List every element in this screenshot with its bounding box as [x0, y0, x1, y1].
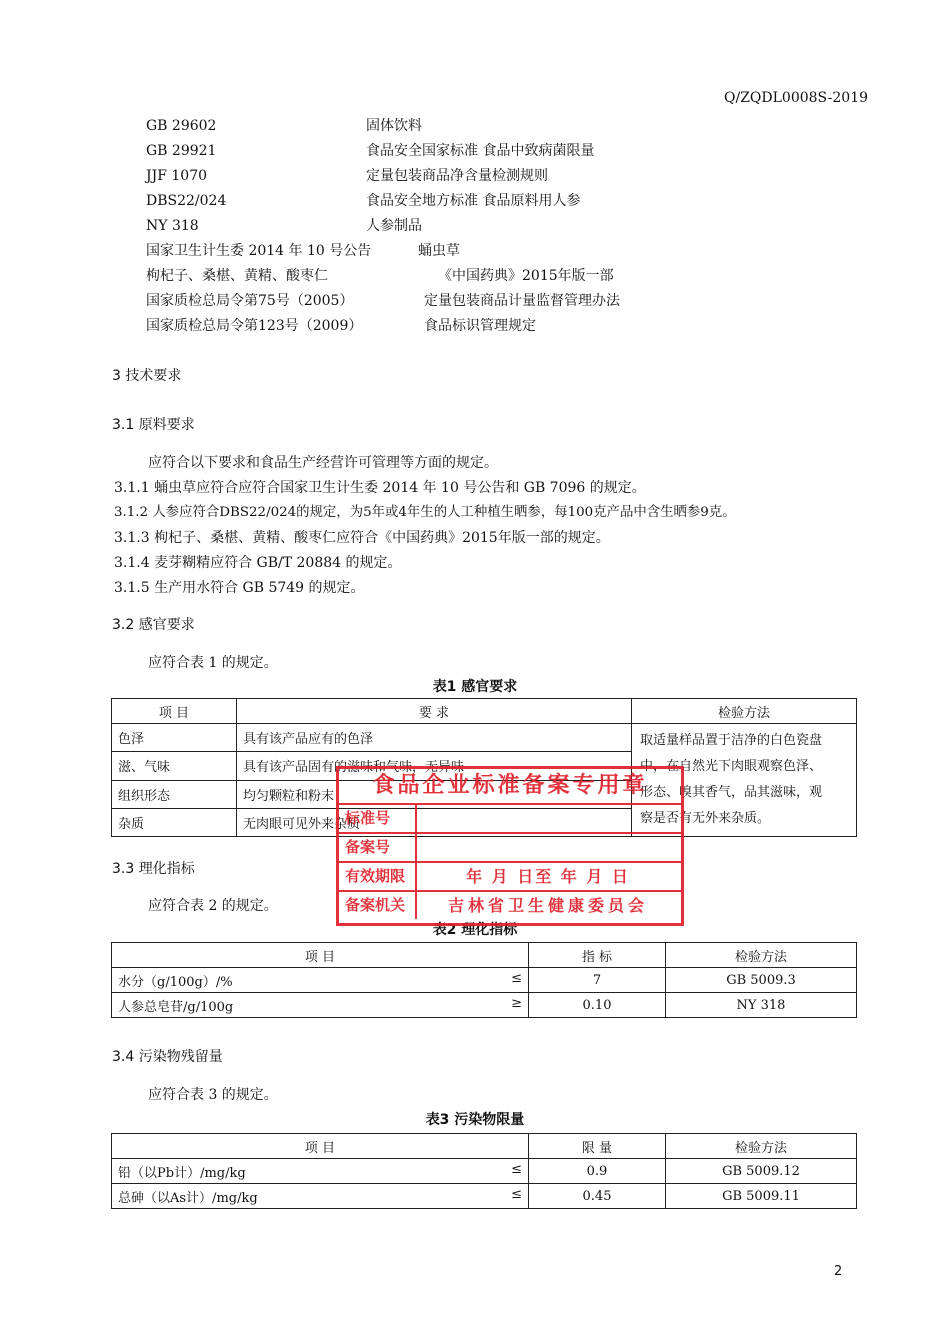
- reference-title: 定量包装商品计量监督管理办法: [424, 293, 620, 309]
- reference-title: 定量包装商品净含量检测规则: [366, 168, 548, 184]
- stamp-row: [339, 861, 681, 890]
- table-header-row: [112, 1134, 857, 1159]
- table-header-row: [112, 699, 857, 724]
- column-header: 检验方法: [632, 699, 857, 724]
- table-cell: 7: [529, 968, 666, 993]
- table-title: 表2 理化指标: [432, 922, 518, 938]
- paragraph: 应符合以下要求和食品生产经营许可管理等方面的规定。: [148, 455, 498, 471]
- table-cell: GB 5009.12: [666, 1159, 857, 1184]
- clause-item: 3.1.5 生产用水符合 GB 5749 的规定。: [114, 580, 365, 596]
- comparison-symbol: ≤: [511, 1186, 522, 1202]
- stamp-authority: 吉林省卫生健康委员会: [447, 896, 648, 915]
- reference-title: 食品安全地方标准 食品原料用人参: [366, 193, 581, 209]
- filing-stamp: [336, 766, 684, 926]
- stamp-label: 有效期限: [345, 867, 406, 885]
- item-label: 铅（以Pb计）/mg/kg: [118, 1165, 246, 1181]
- comparison-symbol: ≤: [511, 1161, 522, 1177]
- table-title: 表3 污染物限量: [425, 1112, 525, 1128]
- reference-title: 食品标识管理规定: [424, 318, 536, 334]
- stamp-row: [339, 890, 681, 919]
- section-heading: 3.3 理化指标: [112, 861, 195, 877]
- table-row: [112, 968, 857, 993]
- table-cell: [112, 968, 529, 993]
- method-line: 取适量样品置于洁净的白色瓷盘: [640, 733, 823, 748]
- stamp-title: 食品企业标准备案专用章: [372, 773, 648, 798]
- reference-title: 固体饮料: [366, 118, 422, 134]
- table-cell: [112, 993, 529, 1018]
- method-line: 察是否有无外来杂质。: [640, 811, 771, 826]
- reference-code: 枸杞子、桑椹、黄精、酸枣仁: [146, 268, 328, 284]
- page-number: 2: [834, 1264, 843, 1279]
- section-heading: 3.4 污染物残留量: [112, 1049, 223, 1065]
- contaminant-table: [111, 1133, 857, 1209]
- stamp-label: 备案号: [345, 838, 391, 856]
- table-header-row: [112, 943, 857, 968]
- column-header: 检验方法: [666, 1134, 857, 1159]
- item-label: 人参总皂苷/g/100g: [118, 999, 234, 1015]
- table-cell: GB 5009.3: [666, 968, 857, 993]
- table-title: 表1 感官要求: [432, 679, 518, 695]
- reference-code: GB 29921: [146, 143, 217, 159]
- column-header: 检验方法: [666, 943, 857, 968]
- table-cell: 0.9: [529, 1159, 666, 1184]
- table-cell: [112, 1159, 529, 1184]
- method-line: 中，在自然光下肉眼观察色泽、: [640, 759, 823, 774]
- column-header: 项 目: [112, 1134, 529, 1159]
- section-heading: 3.2 感官要求: [112, 617, 195, 633]
- table-cell: 无肉眼可见外来杂质: [237, 808, 632, 836]
- table-cell: 0.45: [529, 1184, 666, 1209]
- reference-code: 国家质检总局令第123号（2009）: [146, 318, 363, 334]
- column-header: 要 求: [237, 699, 632, 724]
- table-row: [112, 993, 857, 1018]
- column-header: 项 目: [112, 943, 529, 968]
- table-row: [112, 1184, 857, 1209]
- reference-title: 《中国药典》2015年版一部: [438, 268, 614, 284]
- table-row: [112, 724, 857, 752]
- reference-title: 蛹虫草: [418, 243, 460, 259]
- column-header: 指 标: [529, 943, 666, 968]
- section-heading: 3.1 原料要求: [112, 417, 195, 433]
- comparison-symbol: ≤: [511, 970, 522, 986]
- physicochemical-table: [111, 942, 857, 1018]
- reference-code: 国家质检总局令第75号（2005）: [146, 293, 354, 309]
- table-row: [112, 1159, 857, 1184]
- comparison-symbol: ≥: [511, 995, 522, 1011]
- clause-item: 3.1.3 枸杞子、桑椹、黄精、酸枣仁应符合《中国药典》2015年版一部的规定。: [114, 530, 610, 546]
- table-cell: 杂质: [112, 808, 237, 836]
- reference-code: DBS22/024: [146, 193, 227, 209]
- table-cell: 具有该产品固有的滋味和气味，无异味: [237, 752, 632, 780]
- section-heading: 3 技术要求: [112, 368, 182, 384]
- clause-item: 3.1.4 麦芽糊精应符合 GB/T 20884 的规定。: [114, 555, 402, 571]
- method-line: 形态、嗅其香气，品其滋味，观: [640, 785, 823, 800]
- stamp-row: [339, 832, 681, 861]
- clause-item: 3.1.2 人参应符合DBS22/024的规定，为5年或4年生的人工种植生晒参，每100克产品中含生晒参9克。: [114, 505, 736, 520]
- item-label: 总砷（以As计）/mg/kg: [118, 1190, 258, 1206]
- stamp-label: 标准号: [345, 809, 391, 827]
- table-cell: NY 318: [666, 993, 857, 1018]
- table-cell: 具有该产品应有的色泽: [237, 724, 632, 752]
- stamp-label: 备案机关: [345, 896, 406, 914]
- paragraph: 应符合表 1 的规定。: [148, 655, 278, 671]
- stamp-validity: 年 月 日至 年 月 日: [466, 867, 630, 886]
- table-cell: 组织形态: [112, 780, 237, 808]
- reference-code: NY 318: [146, 218, 199, 234]
- table-cell: 色泽: [112, 724, 237, 752]
- paragraph: 应符合表 2 的规定。: [148, 898, 278, 914]
- column-header: 项 目: [112, 699, 237, 724]
- table-cell: 滋、气味: [112, 752, 237, 780]
- clause-item: 3.1.1 蛹虫草应符合应符合国家卫生计生委 2014 年 10 号公告和 GB 7096 的规定。: [114, 480, 646, 496]
- table-cell: 0.10: [529, 993, 666, 1018]
- stamp-row: [339, 803, 681, 832]
- reference-code: 国家卫生计生委 2014 年 10 号公告: [146, 243, 372, 259]
- document-code: Q/ZQDL0008S-2019: [724, 90, 869, 106]
- item-label: 水分（g/100g）/%: [118, 974, 233, 990]
- paragraph: 应符合表 3 的规定。: [148, 1087, 278, 1103]
- table-cell: GB 5009.11: [666, 1184, 857, 1209]
- reference-code: GB 29602: [146, 118, 217, 134]
- table-cell: [112, 1184, 529, 1209]
- reference-code: JJF 1070: [146, 168, 208, 184]
- table-cell: 均匀颗粒和粉末: [237, 780, 632, 808]
- reference-title: 人参制品: [366, 218, 422, 234]
- column-header: 限 量: [529, 1134, 666, 1159]
- reference-title: 食品安全国家标准 食品中致病菌限量: [366, 143, 595, 159]
